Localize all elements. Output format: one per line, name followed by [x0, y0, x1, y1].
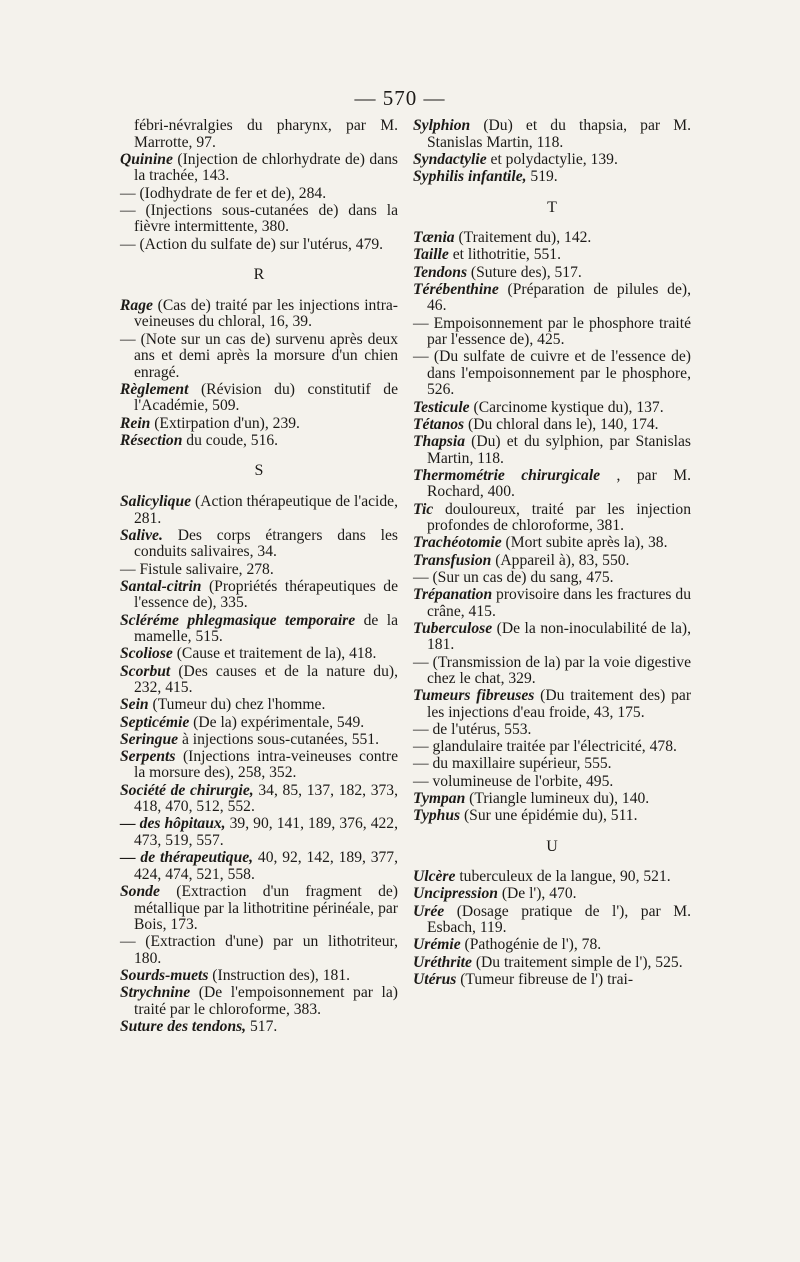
index-entry [120, 1019, 398, 1036]
entry-headword: Testicule [413, 398, 470, 416]
entry-headword: Tétanos [413, 415, 465, 433]
entry-headword: Tic [413, 500, 434, 518]
entry-headword: Utérus [413, 970, 457, 988]
index-entry [413, 230, 691, 247]
index-entry [413, 468, 691, 501]
index-entry [413, 282, 691, 315]
entry-text: et polydactylie, 139. [486, 150, 618, 168]
entry-headword: Tympan [413, 789, 466, 807]
index-entry [120, 298, 398, 331]
index-entry [120, 985, 398, 1018]
entry-text: (De la) expérimentale, 549. [189, 713, 365, 731]
index-entry [413, 808, 691, 825]
entry-headword: Tumeurs fibreuses [413, 687, 535, 705]
index-entry [413, 247, 691, 264]
entry-headword: Uréthrite [413, 953, 472, 971]
index-entry [413, 587, 691, 620]
entry-text: (Instruction des), 181. [208, 967, 351, 985]
entry-text: (De la non-inoculabilité de la), 181. [427, 619, 691, 654]
entry-headword: Salicylique [120, 493, 192, 511]
index-entry [413, 316, 691, 349]
index-entry [120, 237, 398, 254]
entry-headword: Scléréme phlegmasique temporaire [120, 611, 356, 629]
entry-headword: Transfusion [413, 551, 492, 569]
entry-text: (Du chloral dans le), 140, 174. [464, 415, 659, 433]
index-entry [413, 417, 691, 434]
index-entry [120, 579, 398, 612]
index-entry [120, 850, 398, 883]
entry-headword: Urée [413, 902, 445, 920]
entry-headword: Syphilis infantile, [413, 167, 527, 185]
index-entry [120, 613, 398, 646]
entry-text: (Préparation de pilules de), 46. [427, 280, 691, 315]
entry-text: (Révision du) constitutif de l'Académie, 509. [134, 380, 398, 415]
entry-text: — Empoisonnement par le phosphore traité par l'essence de), 425. [413, 314, 691, 349]
index-entry [413, 937, 691, 954]
index-entry [413, 570, 691, 587]
entry-text: — (Extraction d'une) par un lithotriteur, 180. [120, 933, 398, 967]
entry-text: , par M. Rochard, 400. [427, 466, 691, 501]
entry-text: (Du) et du sylphion, par Stanislas Martin, 118. [427, 433, 691, 467]
index-entry [120, 783, 398, 816]
entry-text: (Extraction d'un fragment de) métallique par la lithotritine périnéale, par Bois, 173. [134, 883, 398, 934]
entry-text: (Triangle lumineux du), 140. [465, 789, 650, 807]
index-entry [120, 382, 398, 415]
entry-headword: Société de chirurgie, [120, 781, 254, 799]
entry-text: — (Transmission de la) par la voie digestive chez le chat, 329. [413, 653, 691, 688]
entry-text: (Suture des), 517. [467, 263, 582, 281]
entry-headword: Sourds-muets [120, 967, 209, 985]
entry-headword: Résection [120, 431, 183, 449]
index-entry [120, 697, 398, 714]
entry-text: — (Sur un cas de) du sang, 475. [413, 568, 614, 586]
entry-text: (Action thérapeutique de l'acide, 281. [134, 493, 398, 527]
index-entry [120, 416, 398, 433]
entry-text: (Appareil à), 83, 550. [491, 551, 630, 569]
entry-text: (De l'), 470. [497, 885, 577, 903]
entry-headword: Seringue [120, 730, 179, 748]
entry-text: 39, 90, 141, 189, 376, 422, 473, 519, 557. [134, 815, 398, 850]
entry-text: (Tumeur du) chez l'homme. [148, 696, 326, 714]
entry-text: (Sur une épidémie du), 511. [460, 807, 638, 824]
entry-headword: Typhus [413, 807, 461, 824]
entry-text: — Fistule salivaire, 278. [120, 560, 274, 578]
index-entry [120, 562, 398, 579]
entry-text: — volumineuse de l'orbite, 495. [413, 772, 614, 790]
entry-headword: Strychnine [120, 984, 191, 1002]
entry-text: (Injections intra-veineuses contre la morsure des), 258, 352. [134, 747, 398, 782]
entry-text: (Propriétés thérapeutiques de l'essence de), 335. [134, 577, 398, 612]
entry-text: (De l'empoisonnement par la) traité par le chloroforme, 383. [134, 984, 398, 1018]
entry-headword: Suture des tendons, [120, 1018, 247, 1036]
index-entry [413, 349, 691, 399]
index-entry [413, 553, 691, 570]
entry-text: provisoire dans les fractures du crâne, 415. [427, 585, 691, 620]
index-entry [120, 152, 398, 185]
index-entry [413, 756, 691, 773]
entry-text: (Extirpation d'un), 239. [150, 414, 300, 432]
entry-text: et lithotritie, 551. [448, 246, 561, 264]
entry-headword: Sein [120, 696, 149, 714]
entry-text: — glandulaire traitée par l'électricité, 478. [413, 738, 677, 756]
entry-text: — (Note sur un cas de) survenu après deux ans et demi après la morsure d'un chien enragé. [120, 330, 398, 381]
entry-headword: Scorbut [120, 662, 171, 680]
entry-headword: Ulcère [413, 868, 456, 886]
index-column-left [120, 118, 398, 1036]
index-entry [413, 535, 691, 552]
index-entry [413, 502, 691, 535]
index-entry [413, 400, 691, 417]
entry-text: (Dosage pratique de l'), par M. Esbach, 119. [427, 902, 691, 937]
entry-text: (Du traitement des) par les injections d'eau froide, 43, 175. [427, 687, 692, 721]
index-entry [413, 118, 691, 151]
index-entry [413, 621, 691, 654]
index-entry [120, 664, 398, 697]
entry-headword: Sonde [120, 883, 160, 900]
entry-headword: Tendons [413, 263, 468, 281]
entry-text: — (Du sulfate de cuivre et de l'essence de) dans l'empoisonnement par le phosphore, 526. [413, 348, 691, 399]
entry-text: 517. [246, 1018, 278, 1036]
entry-text: — (Iodhydrate de fer et de), 284. [120, 184, 327, 202]
index-entry [120, 715, 398, 732]
entry-text: 40, 92, 142, 189, 377, 424, 474, 521, 558. [134, 849, 398, 883]
index-entry [120, 186, 398, 203]
index-entry [120, 433, 398, 450]
entry-headword: Tænia [413, 229, 455, 247]
index-entry [413, 169, 691, 186]
entry-text: (Carcinome kystique du), 137. [469, 398, 664, 416]
index-entry [120, 884, 398, 934]
entry-text: — du maxillaire supérieur, 555. [413, 755, 612, 773]
entry-text: (Traitement du), 142. [454, 229, 592, 247]
entry-text: du coude, 516. [182, 431, 279, 449]
entry-text: tuberculeux de la langue, 90, 521. [455, 868, 671, 886]
index-entry [413, 655, 691, 688]
index-entry [413, 869, 691, 886]
entry-headword: Règlement [120, 380, 189, 398]
entry-headword: Scoliose [120, 645, 173, 663]
entry-headword: Rein [120, 414, 151, 432]
entry-headword: Trépanation [413, 585, 493, 603]
entry-headword: — de thérapeutique, [120, 849, 254, 867]
entry-text: (Injection de chlorhydrate de) dans la trachée, 143. [134, 150, 398, 185]
section-letter: T [547, 198, 557, 216]
entry-text: (Cause et traitement de la), 418. [172, 645, 377, 663]
index-entry [120, 203, 398, 236]
index-entry [413, 688, 691, 721]
index-entry [413, 791, 691, 808]
entry-headword: Tuberculose [413, 619, 493, 637]
entry-headword: Rage [120, 296, 153, 314]
index-entry [120, 934, 398, 967]
entry-text: à injections sous-cutanées, 551. [178, 730, 379, 748]
entry-text: — (Action du sulfate de) sur l'utérus, 479. [120, 235, 384, 253]
section-letter: U [546, 837, 558, 855]
entry-headword: Septicémie [120, 713, 190, 731]
entry-headword: Syndactylie [413, 150, 487, 168]
entry-headword: Salive. [120, 526, 163, 544]
index-entry [413, 904, 691, 937]
index-entry [120, 494, 398, 527]
index-entry [413, 955, 691, 972]
entry-text: (Du traitement simple de l'), 525. [471, 953, 683, 971]
index-entry [413, 722, 691, 739]
entry-text: (Des causes et de la nature du), 232, 415. [134, 662, 398, 697]
entry-text: 34, 85, 137, 182, 373, 418, 470, 512, 552. [134, 781, 398, 816]
page-number: — 570 — [354, 86, 446, 110]
entry-headword: Térébenthine [413, 280, 499, 298]
index-entry [120, 118, 398, 151]
entry-headword: Thermométrie chirurgicale [413, 466, 601, 484]
entry-text: — de l'utérus, 553. [413, 721, 532, 739]
index-entry [120, 732, 398, 749]
entry-headword: — des hôpitaux, [120, 815, 226, 833]
index-entry [413, 265, 691, 282]
entry-headword: Uncipression [413, 885, 498, 903]
index-entry [120, 646, 398, 663]
entry-headword: Sylphion [413, 117, 471, 134]
entry-headword: Urémie [413, 936, 461, 954]
index-entry [413, 152, 691, 169]
index-entry [120, 968, 398, 985]
entry-text: fébri-névralgies du pharynx, par M. Marrotte, 97. [134, 117, 398, 151]
index-entry [120, 816, 398, 849]
entry-text: (Mort subite après la), 38. [501, 534, 668, 552]
entry-text: 519. [526, 167, 558, 185]
entry-headword: Trachéotomie [413, 534, 502, 552]
entry-text: — (Injections sous-cutanées de) dans la fièvre intermittente, 380. [120, 201, 398, 236]
entry-headword: Santal-citrin [120, 577, 202, 595]
entry-text: douloureux, traité par les injection profondes de chloroforme, 381. [427, 500, 691, 535]
index-column-right [413, 118, 691, 989]
index-entry [120, 749, 398, 782]
entry-headword: Serpents [120, 747, 176, 765]
entry-text: (Tumeur fibreuse de l') trai- [456, 970, 634, 988]
index-entry [120, 332, 398, 382]
entry-text: (Cas de) traité par les injections intra-veineuses du chloral, 16, 39. [134, 296, 398, 331]
index-entry [413, 434, 691, 467]
index-entry [413, 972, 691, 989]
entry-text: (Du) et du thapsia, par M. Stanislas Martin, 118. [427, 117, 691, 151]
index-entry [413, 739, 691, 756]
index-entry [413, 886, 691, 903]
entry-text: (Pathogénie de l'), 78. [460, 936, 602, 954]
section-letter: R [253, 266, 265, 284]
entry-headword: Taille [413, 246, 449, 264]
entry-text: Des corps étrangers dans les conduits salivaires, 34. [134, 526, 398, 561]
entry-headword: Quinine [120, 150, 173, 168]
section-letter: S [254, 462, 264, 480]
entry-headword: Thapsia [413, 433, 465, 451]
entry-text: de la mamelle, 515. [134, 611, 398, 646]
index-entry [120, 528, 398, 561]
index-entry [413, 774, 691, 791]
